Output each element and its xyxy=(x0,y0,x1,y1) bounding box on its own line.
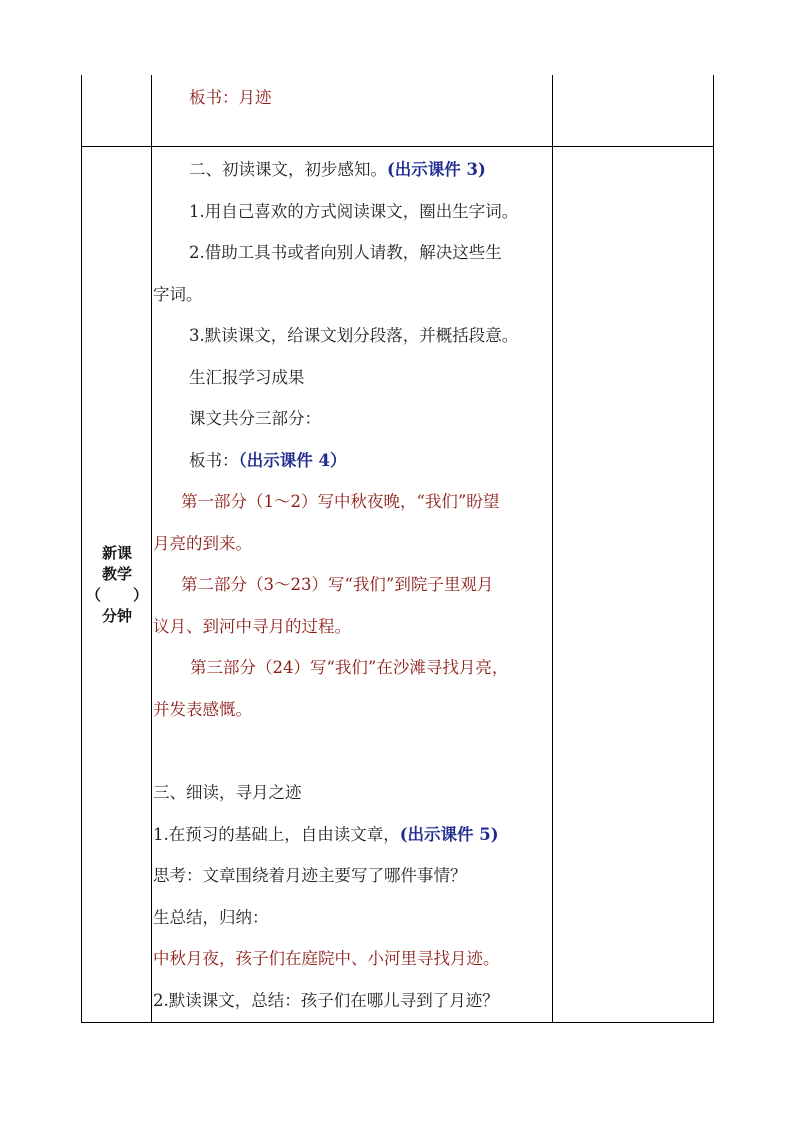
stage-label-line4: 分钟 xyxy=(101,607,132,625)
s3-step1-resource: (出示课件 5) xyxy=(399,825,499,844)
stage-label-line1: 新课 xyxy=(101,544,132,562)
s3-step2: 2.默读课文，总结：孩子们在哪儿寻到了月迹？ xyxy=(153,991,499,1010)
part1-line2: 月亮的到来。 xyxy=(153,534,252,553)
part3-line1: 第三部分（24）写“我们”在沙滩寻找月亮， xyxy=(190,658,509,677)
s3-step1: 1.在预习的基础上，自由读文章，(出示课件 5) xyxy=(153,825,499,844)
board-text: 月迹 xyxy=(238,88,272,107)
answer: 中秋月夜，孩子们在庭院中、小河里寻找月迹。 xyxy=(153,949,500,968)
step2-line2: 字词。 xyxy=(153,285,203,304)
summary: 生总结，归纳： xyxy=(153,908,269,927)
stage-label-line2: 教学 xyxy=(101,565,132,583)
board-title-line xyxy=(189,88,272,108)
table-bottom-border xyxy=(81,1022,714,1023)
step1: 1.用自己喜欢的方式阅读课文，圈出生字词。 xyxy=(189,202,519,221)
part3-line2: 并发表感慨。 xyxy=(153,700,252,719)
part1-line1: 第一部分（1～2）写中秋夜晚，“我们”盼望 xyxy=(181,492,500,511)
section3-title: 三、细读，寻月之迹 xyxy=(153,783,302,802)
stage-label-minutes-blank: （ ） xyxy=(86,586,148,604)
step3: 3.默读课文，给课文划分段落，并概括段意。 xyxy=(189,326,519,345)
report: 生汇报学习成果 xyxy=(189,368,305,387)
table-col2-divider xyxy=(552,75,553,1023)
board-resource: （出示课件 4） xyxy=(238,451,347,470)
parts-intro: 课文共分三部分： xyxy=(189,409,321,428)
section2-title: 二、初读课文，初步感知。(出示课件 3) xyxy=(189,160,486,179)
section2-resource: (出示课件 3) xyxy=(387,160,486,179)
board-prefix: 板书： xyxy=(189,88,239,107)
stage-label xyxy=(82,543,152,627)
part2-line1: 第二部分（3～23）写“我们”到院子里观月 xyxy=(181,575,494,594)
table-right-border xyxy=(713,75,714,1023)
board-line: 板书：（出示课件 4） xyxy=(189,451,347,470)
think: 思考：文章围绕着月迹主要写了哪件事情？ xyxy=(153,866,467,885)
step2-line1: 2.借助工具书或者向别人请教，解决这些生 xyxy=(189,243,502,262)
part2-line2: 议月、到河中寻月的过程。 xyxy=(153,617,351,636)
table-row-divider xyxy=(81,146,714,147)
